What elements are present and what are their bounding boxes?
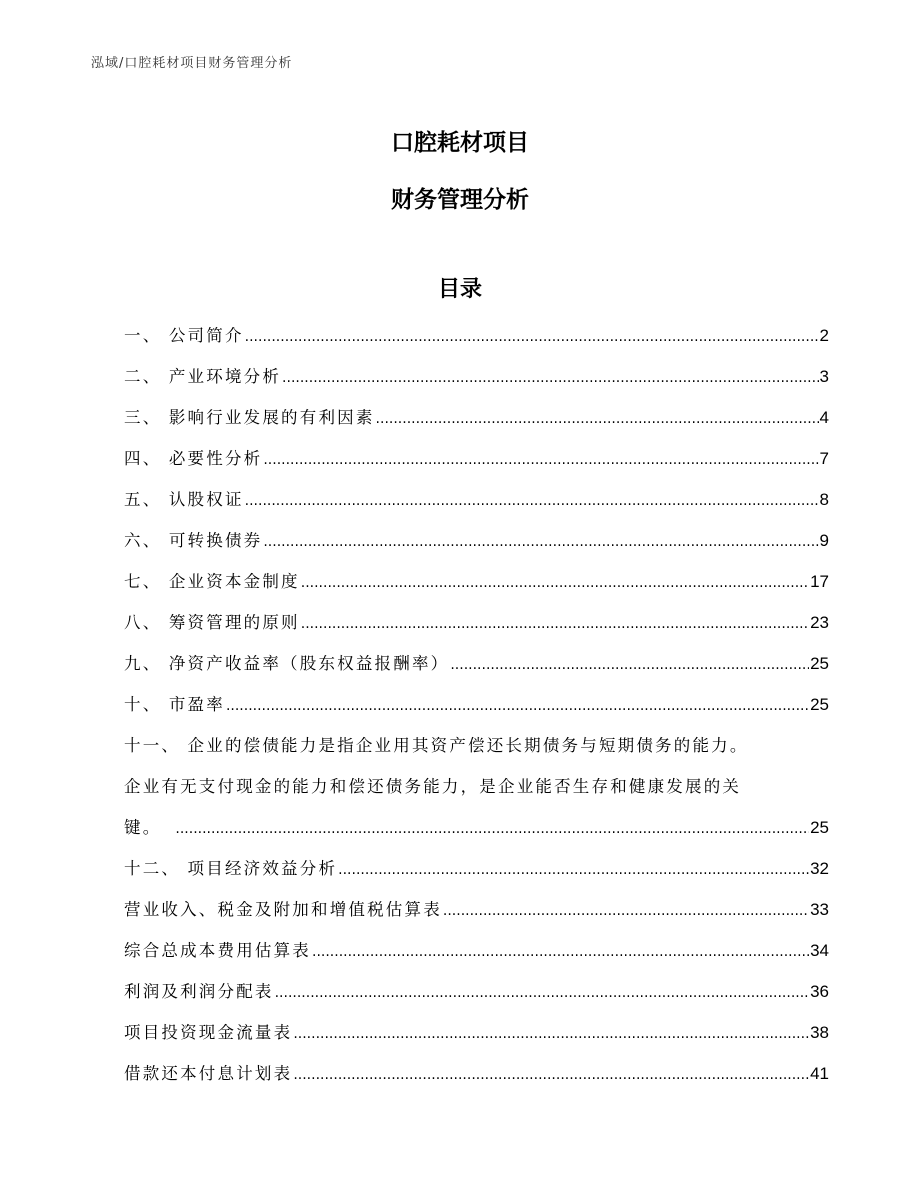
toc-entry[interactable] (124, 561, 829, 602)
toc-page: 9 (819, 531, 829, 550)
toc-label: 七、 企业资本金制度 (124, 572, 300, 591)
dot-leader (376, 397, 819, 440)
toc-label: 十、 市盈率 (124, 695, 225, 714)
toc-page: 23 (810, 613, 829, 632)
toc-entry[interactable] (124, 684, 829, 725)
doc-title-line1: 口腔耗材项目 (391, 130, 529, 156)
toc-label: 九、 净资产收益率（股东权益报酬率） (124, 654, 450, 673)
toc-page: 34 (810, 941, 829, 960)
toc-label: 四、 必要性分析 (124, 449, 263, 468)
toc-page: 41 (810, 1064, 829, 1083)
dot-leader (275, 971, 809, 1014)
toc-label: 六、 可转换债券 (124, 531, 263, 550)
dot-leader (175, 807, 809, 850)
dot-leader (263, 520, 818, 563)
toc-page: 36 (810, 982, 829, 1001)
toc-page: 2 (819, 326, 829, 345)
toc-entry[interactable] (124, 315, 829, 356)
running-header: 泓域/口腔耗材项目财务管理分析 (91, 56, 293, 71)
table-of-contents (124, 315, 829, 1094)
toc-page: 4 (819, 408, 829, 427)
toc-label: 借款还本付息计划表 (124, 1064, 293, 1083)
toc-entry[interactable] (124, 438, 829, 479)
toc-entry[interactable] (124, 971, 829, 1012)
toc-entry[interactable] (124, 356, 829, 397)
toc-label: 二、 产业环境分析 (124, 367, 282, 386)
toc-heading: 目录 (437, 277, 482, 302)
toc-label: 八、 筹资管理的原则 (124, 613, 300, 632)
dot-leader (443, 889, 809, 932)
toc-label: 项目投资现金流量表 (124, 1023, 293, 1042)
toc-page: 38 (810, 1023, 829, 1042)
dot-leader (338, 848, 809, 891)
dot-leader (293, 1053, 809, 1096)
dot-leader (245, 315, 819, 358)
toc-entry[interactable] (124, 848, 829, 889)
dot-leader (282, 356, 818, 399)
toc-entry[interactable] (124, 602, 829, 643)
doc-title-line2: 财务管理分析 (391, 187, 529, 213)
dot-leader (226, 684, 809, 727)
dot-leader (301, 602, 809, 645)
toc-page: 33 (810, 900, 829, 919)
dot-leader (293, 1012, 809, 1055)
toc-page: 7 (819, 449, 829, 468)
toc-page: 3 (819, 367, 829, 386)
toc-label: 三、 影响行业发展的有利因素 (124, 408, 375, 427)
toc-page: 25 (810, 695, 829, 714)
toc-entry[interactable] (124, 520, 829, 561)
dot-leader (312, 930, 809, 973)
dot-leader (301, 561, 809, 604)
toc-page: 32 (810, 859, 829, 878)
toc-label: 利润及利润分配表 (124, 982, 274, 1001)
toc-entry-11-line2[interactable]: 企业有无支付现金的能力和偿还债务能力，是企业能否生存和健康发展的关 (124, 777, 742, 796)
toc-entry[interactable] (124, 1053, 829, 1094)
toc-entry[interactable] (124, 643, 829, 684)
toc-page: 25 (810, 818, 829, 837)
toc-entry[interactable] (124, 889, 829, 930)
toc-entry[interactable] (124, 1012, 829, 1053)
toc-label: 键。 (124, 818, 162, 837)
toc-page: 25 (810, 654, 829, 673)
toc-page: 17 (810, 572, 829, 591)
toc-label: 综合总成本费用估算表 (124, 941, 311, 960)
dot-leader (263, 438, 818, 481)
toc-entry[interactable] (124, 397, 829, 438)
toc-entry-11-line1[interactable]: 十一、 企业的偿债能力是指企业用其资产偿还长期债务与短期债务的能力。 (124, 736, 749, 755)
toc-label: 五、 认股权证 (124, 490, 244, 509)
toc-page: 8 (819, 490, 829, 509)
toc-label: 营业收入、税金及附加和增值税估算表 (124, 900, 442, 919)
toc-label: 一、 公司简介 (124, 326, 244, 345)
dot-leader (245, 479, 819, 522)
toc-entry-11-line3[interactable] (124, 807, 829, 848)
toc-entry[interactable] (124, 479, 829, 520)
toc-label: 十二、 项目经济效益分析 (124, 859, 338, 878)
toc-entry[interactable] (124, 930, 829, 971)
dot-leader (450, 643, 809, 686)
